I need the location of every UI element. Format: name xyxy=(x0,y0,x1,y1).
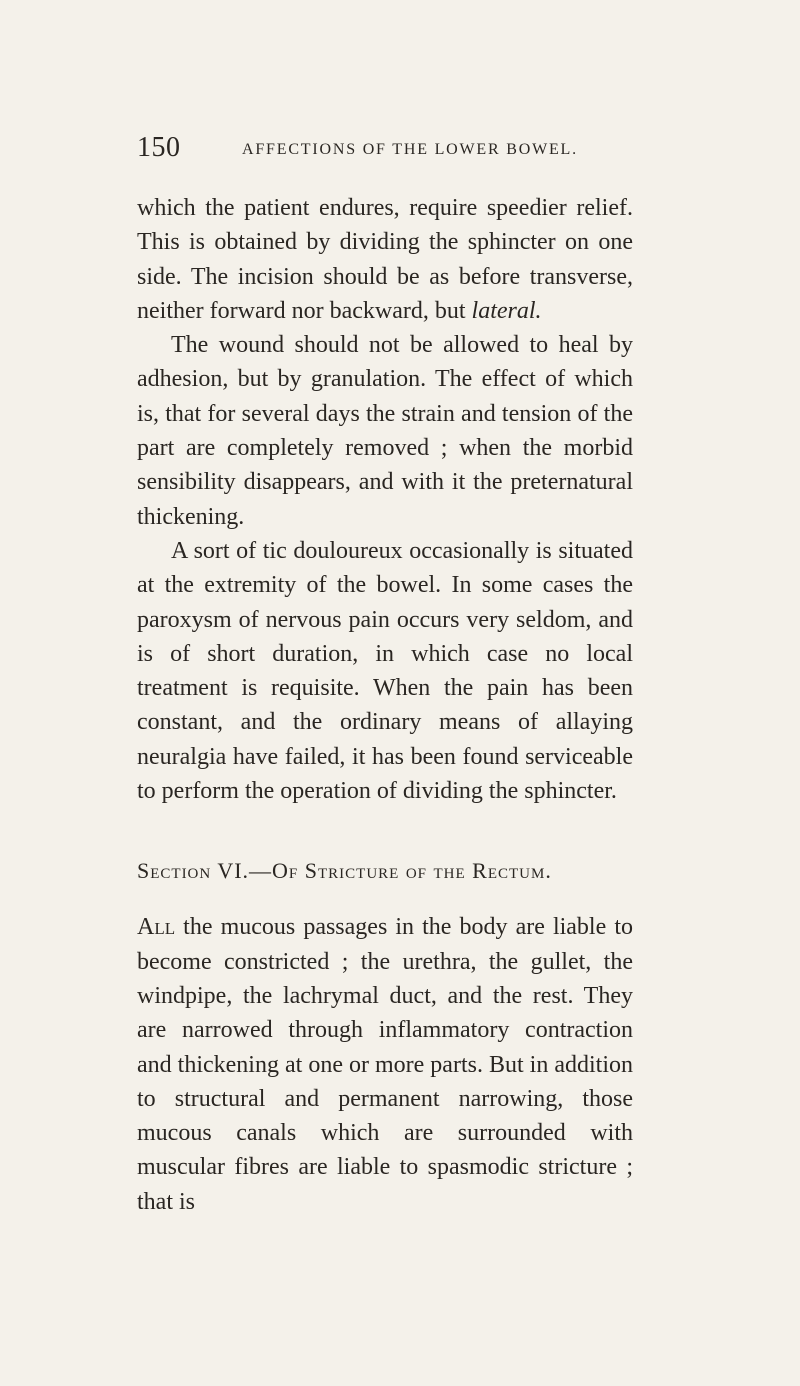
paragraph-text: the mucous passages in the body are liable to become constricted ; the urethra, the gullet, the windpipe, the lachrymal duct, and the rest. They are narrowed through inflammatory contraction and thickening at one or more parts. But in addition to structural and permanent narrowing, those mucous canals which are surrounded with muscular fibres are liable to spasmodic stricture ; that is xyxy=(137,914,633,1215)
section-heading xyxy=(137,853,633,889)
section-dash: — xyxy=(249,858,273,884)
section-title: Of Stricture of the Rectum. xyxy=(272,858,552,884)
page-number: 150 xyxy=(137,132,181,163)
lead-word: All xyxy=(137,914,176,941)
book-page xyxy=(137,128,633,1219)
running-head: AFFECTIONS OF THE LOWER BOWEL. xyxy=(242,141,578,158)
section-label: Section VI. xyxy=(137,858,250,884)
paragraph-wound: The wound should not be allowed to heal by adhesion, but by granulation. The effect of which is, that for several days the strain and tension of the part are completely removed ; when the morbid sensibility disappears, and with it the preternatural thickening. xyxy=(137,332,633,530)
paragraph-tic-douloureux: A sort of tic douloureux occasionally is situated at the extremity of the bowel. In some cases the paroxysm of nervous pain occurs very seldom, and is of short duration, in which case no local treatment is requisite. When the pain has been constant, and the ordinary means of allaying neuralgia have failed, it has been found serviceable to perform the operation of dividing the sphincter. xyxy=(137,537,633,805)
paragraph-stricture xyxy=(137,910,633,1219)
paragraph-continuation xyxy=(137,191,633,328)
body-text xyxy=(137,191,633,1219)
paragraph-text: which the patient endures, require speedier relief. This is obtained by dividing the sphincter on one side. The incision should be as before transverse, neither forward nor backward, but xyxy=(137,195,633,324)
page-header xyxy=(137,128,633,168)
italic-word: lateral. xyxy=(471,297,542,324)
